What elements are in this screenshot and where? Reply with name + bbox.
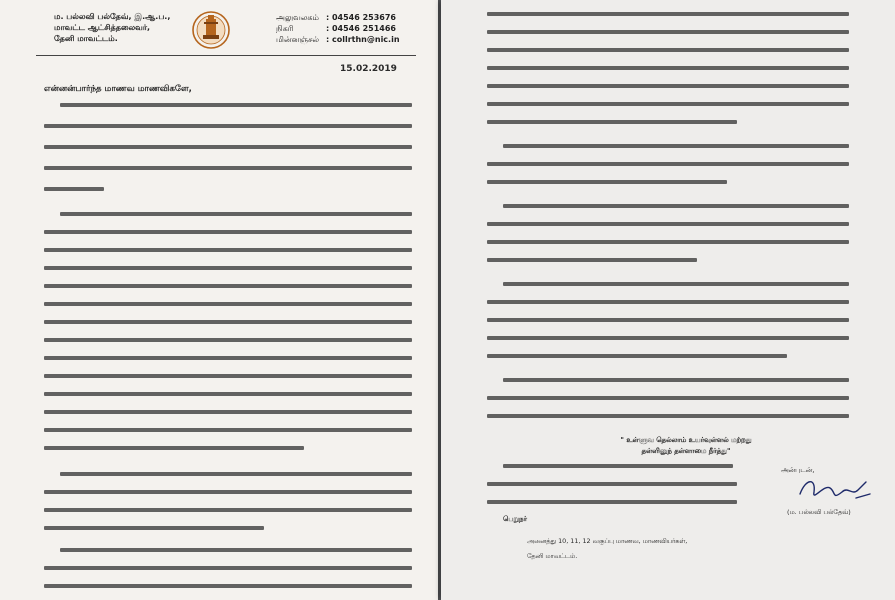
- letter-date: 15.02.2019: [340, 64, 397, 74]
- quote-block: [551, 435, 821, 457]
- quote-line-1: " உள்ளுவ தெல்லாம் உயர்வுள்ளல் மற்றது: [620, 436, 752, 444]
- letter-page-2: [441, 0, 895, 600]
- email-address: : collrthn@nic.in: [326, 35, 400, 44]
- fax-label: நிகரி: [276, 24, 294, 33]
- office-phone-label: அலுவலகம்: [276, 13, 319, 22]
- body-text-lines-page-1: [0, 0, 438, 600]
- recipient-line-1: அனைத்து 10, 11, 12 வகுப்பு மாணவ, மாணவியர்கள்,: [527, 537, 688, 545]
- signatory-name: (ம. பல்லவி பல்தேவ்): [787, 508, 851, 516]
- handwritten-signature: [796, 474, 876, 508]
- email-label: மின்னஞ்சல்: [276, 35, 320, 44]
- sender-name: ம. பல்லவி பல்தேவ், இ.ஆ.ப.,: [54, 12, 171, 21]
- sender-district: தேனி மாவட்டம்.: [54, 34, 118, 43]
- recipient-label: பெறுநர்: [503, 515, 527, 523]
- closing: அன்புடன்,: [781, 466, 815, 474]
- office-phone: : 04546 253676: [326, 13, 396, 22]
- letter-page-1: [0, 0, 438, 600]
- fax-number: : 04546 251466: [326, 24, 396, 33]
- recipient-line-2: தேனி மாவட்டம்.: [527, 552, 578, 560]
- sender-designation: மாவட்ட ஆட்சித்தலைவர்,: [54, 23, 151, 32]
- salutation: என்னன்பார்ந்த மாணவ மாணவிகளே,: [44, 84, 192, 94]
- quote-line-2: தள்ளினுந் தள்ளாமை நீர்த்து": [641, 447, 731, 455]
